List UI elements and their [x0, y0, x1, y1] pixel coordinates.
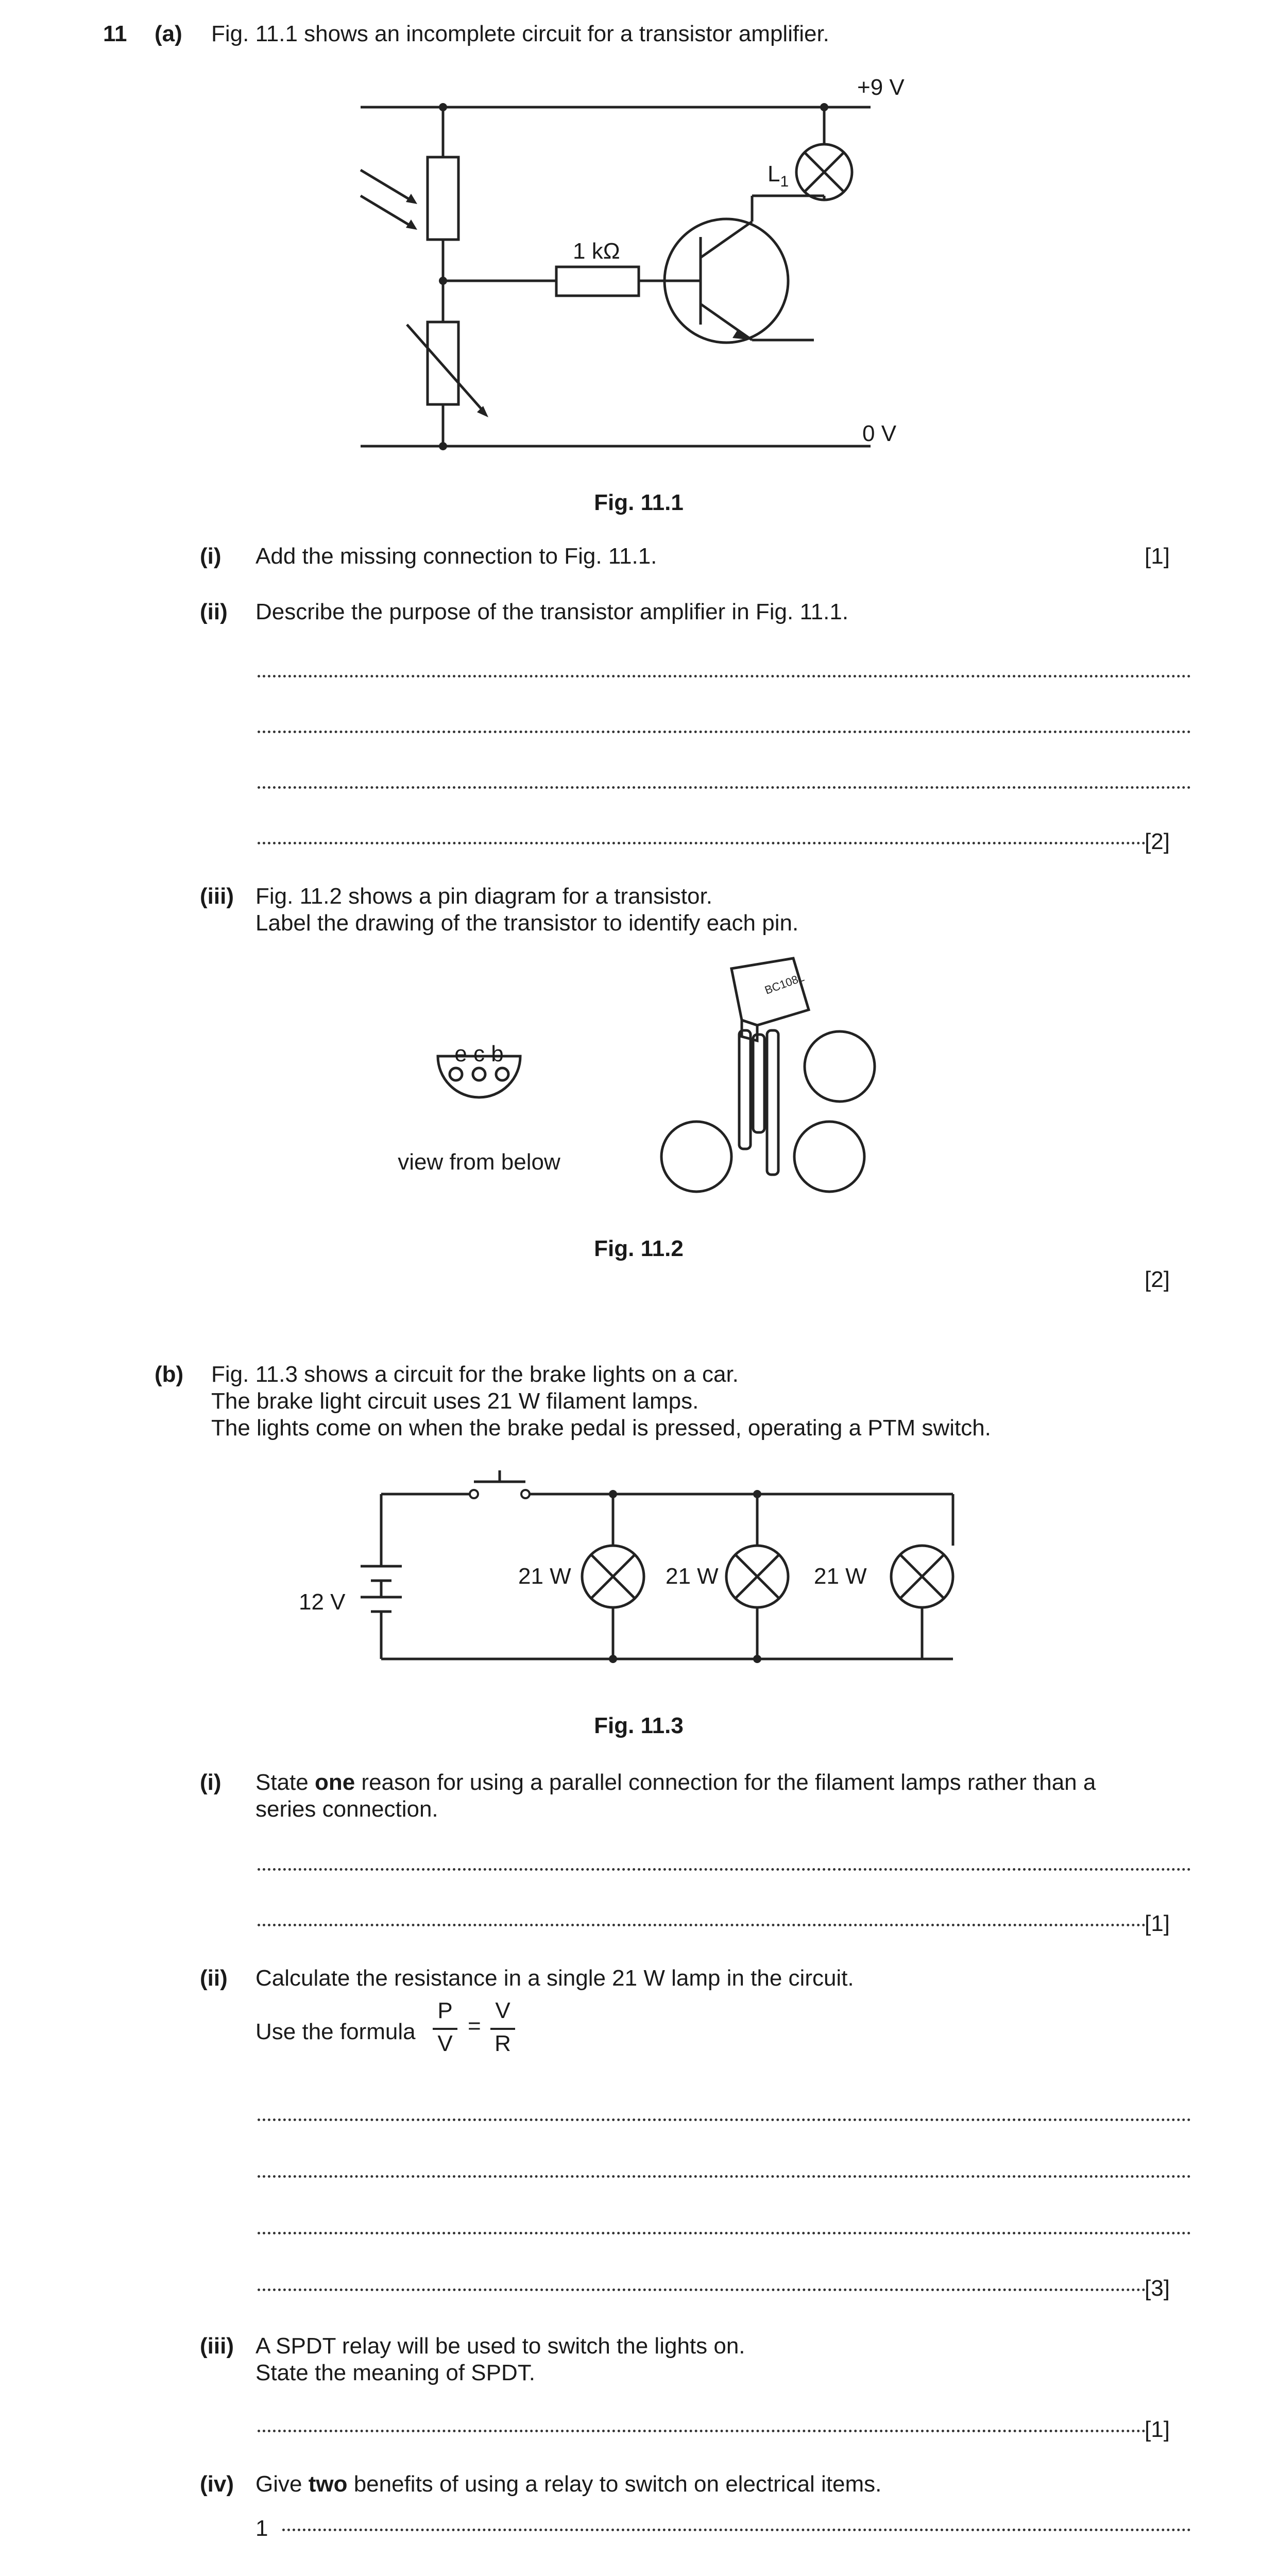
- part-a-ii-label: (ii): [200, 599, 228, 624]
- answer-line[interactable]: [258, 675, 1191, 677]
- part-a-iii-line2: Label the drawing of the transistor to identify each pin.: [255, 910, 799, 936]
- part-code-label: BC108L: [763, 971, 806, 997]
- answer-line[interactable]: [258, 2119, 1191, 2121]
- part-b-i-line2: series connection.: [255, 1797, 438, 1822]
- answer-line[interactable]: [258, 786, 1191, 789]
- part-b-ii-text: Calculate the resistance in a single 21 W lamp in the circuit.: [255, 1965, 854, 1991]
- part-a-ii-text: Describe the purpose of the transistor amplifier in Fig. 11.1.: [255, 599, 849, 624]
- battery-voltage-label: 12 V: [299, 1589, 346, 1615]
- part-a-i-marks: [1]: [1145, 544, 1170, 569]
- part-b-ii-marks: [3]: [1145, 2276, 1170, 2301]
- brake-light-circuit: [350, 1463, 968, 1680]
- answer-line[interactable]: [282, 2529, 1191, 2531]
- part-b-line3: The lights come on when the brake pedal is pressed, operating a PTM switch.: [211, 1415, 991, 1440]
- lamp-2-label: 21 W: [666, 1564, 719, 1589]
- part-b-iii-line1: A SPDT relay will be used to switch the lights on.: [255, 2333, 745, 2359]
- part-b-iii-marks: [1]: [1145, 2417, 1170, 2442]
- answer-line[interactable]: [258, 2175, 1191, 2178]
- part-a-ii-marks: [2]: [1145, 829, 1170, 854]
- part-a-i-label: (i): [200, 544, 221, 569]
- view-from-below-label: view from below: [398, 1149, 560, 1175]
- part-b-iv-label: (iv): [200, 2471, 234, 2497]
- figure-11-1-caption: Fig. 11.1: [594, 490, 684, 515]
- power-formula: P V = V R: [429, 1998, 547, 2060]
- part-b-ii-label: (ii): [200, 1965, 228, 1991]
- pin-labels: e c b: [454, 1041, 504, 1066]
- part-a-intro: Fig. 11.1 shows an incomplete circuit for a transistor amplifier.: [211, 21, 829, 46]
- answer-line[interactable]: [258, 842, 1146, 844]
- transistor-pin-diagram: [402, 948, 907, 1236]
- formula-intro: Use the formula: [255, 2019, 416, 2044]
- figure-11-2-caption: Fig. 11.2: [594, 1236, 684, 1261]
- supply-voltage-label: +9 V: [857, 75, 905, 100]
- answer-line[interactable]: [258, 1868, 1191, 1871]
- part-a-i-text: Add the missing connection to Fig. 11.1.: [255, 544, 657, 569]
- lamp-1-label: 21 W: [518, 1564, 571, 1589]
- figure-11-3-caption: Fig. 11.3: [594, 1713, 684, 1738]
- part-a-iii-line1: Fig. 11.2 shows a pin diagram for a transistor.: [255, 884, 712, 909]
- part-a-iii-label: (iii): [200, 884, 234, 909]
- answer-line[interactable]: [258, 1924, 1146, 1926]
- answer-line[interactable]: [258, 2232, 1191, 2234]
- answer-line[interactable]: [258, 2430, 1146, 2432]
- transistor-amplifier-circuit: [350, 82, 922, 474]
- part-b-line2: The brake light circuit uses 21 W filament lamps.: [211, 1388, 699, 1414]
- part-b-label: (b): [155, 1362, 184, 1387]
- part-a-iii-marks: [2]: [1145, 1267, 1170, 1292]
- lamp-3-label: 21 W: [814, 1564, 867, 1589]
- part-b-i-text: State one reason for using a parallel connection for the filament lamps rather than a: [255, 1770, 1096, 1795]
- answer-line[interactable]: [258, 731, 1191, 733]
- answer-line[interactable]: [258, 2289, 1146, 2291]
- lamp-label: $L_1$: [768, 161, 789, 190]
- part-b-iii-label: (iii): [200, 2333, 234, 2359]
- part-b-iii-line2: State the meaning of SPDT.: [255, 2360, 535, 2385]
- ground-voltage-label: 0 V: [862, 421, 897, 446]
- part-b-i-marks: [1]: [1145, 1911, 1170, 1936]
- part-b-iv-text: Give two benefits of using a relay to switch on electrical items.: [255, 2471, 882, 2497]
- part-b-i-label: (i): [200, 1770, 221, 1795]
- resistor-value-label: 1 kΩ: [573, 239, 620, 264]
- part-b-line1: Fig. 11.3 shows a circuit for the brake lights on a car.: [211, 1362, 739, 1387]
- benefit-1-number: 1: [255, 2516, 268, 2541]
- question-number: 11: [103, 21, 127, 46]
- part-a-label: (a): [155, 21, 182, 46]
